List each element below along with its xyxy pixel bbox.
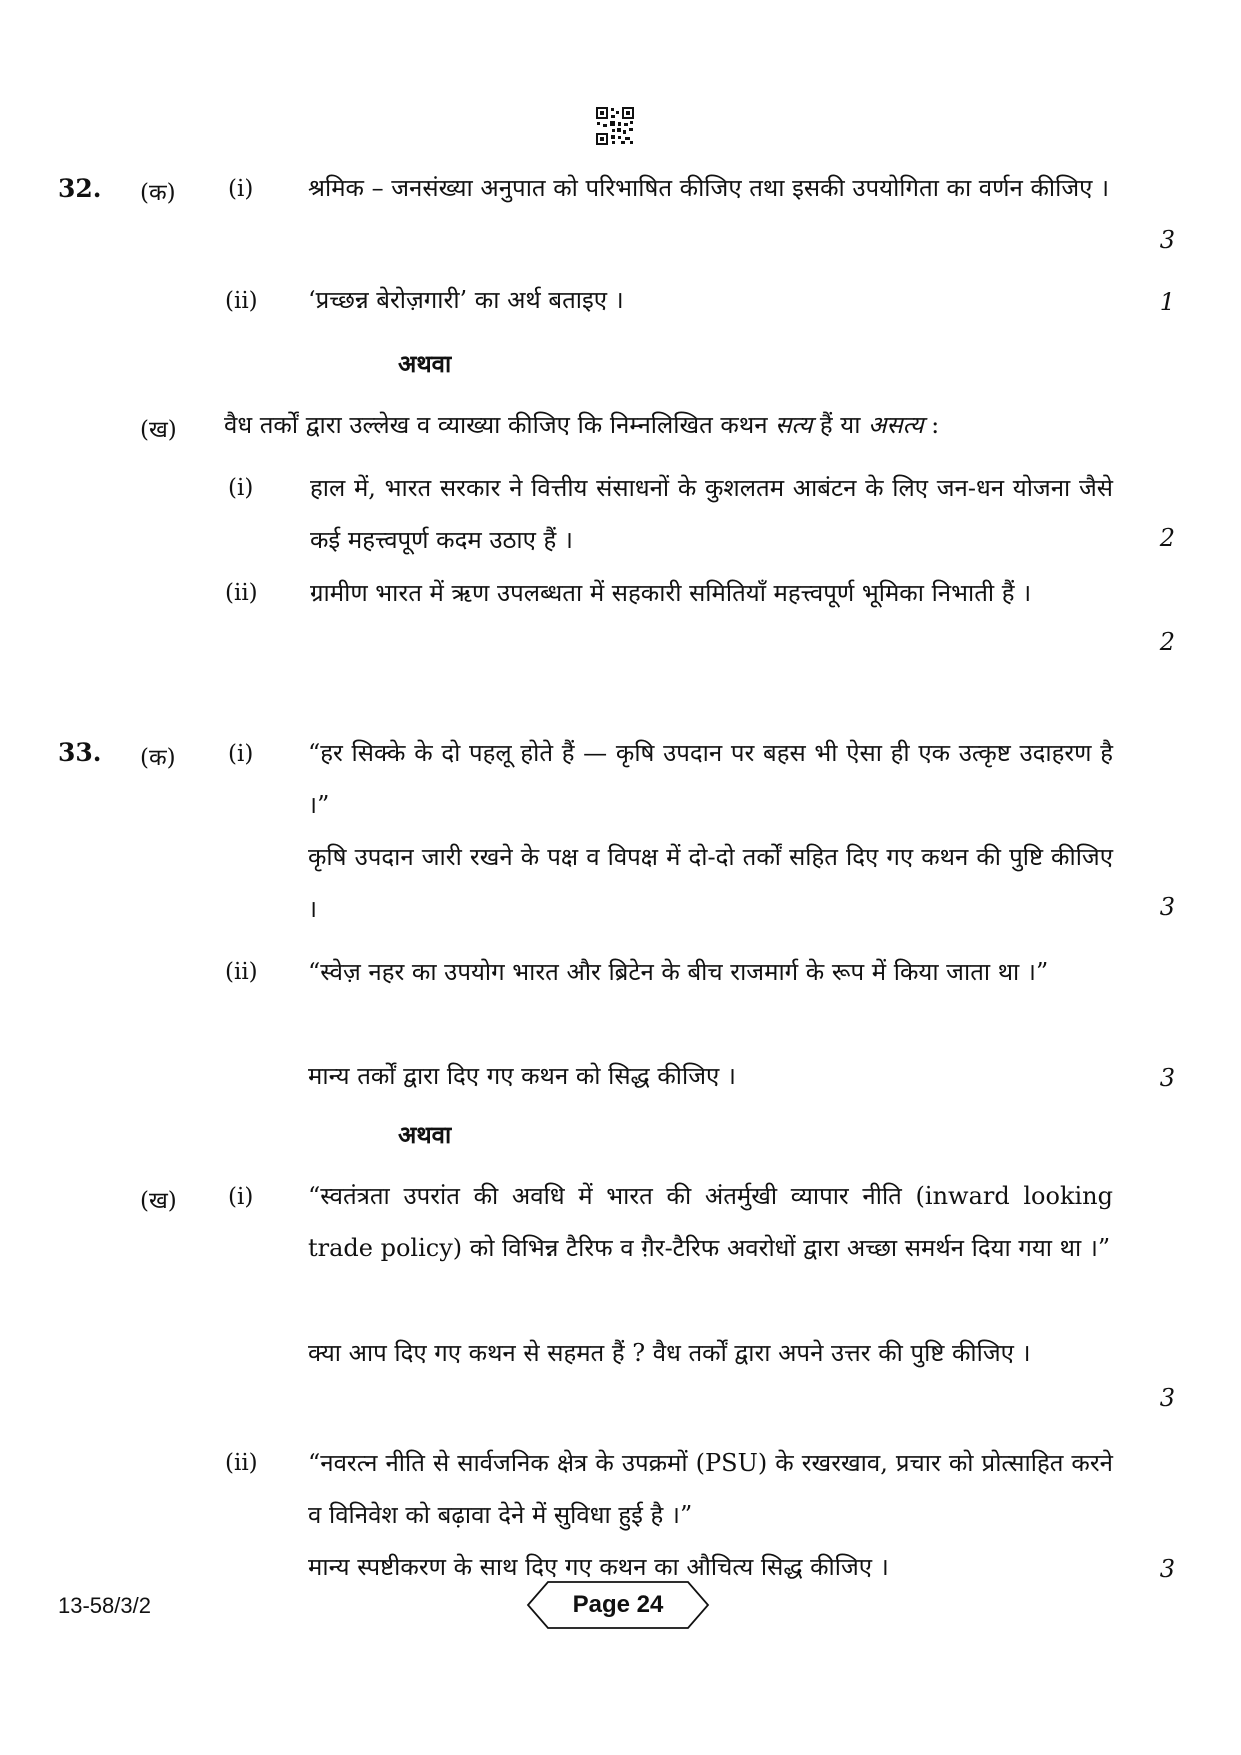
q32-part-a-label: (क)	[140, 180, 176, 206]
q32-b-intro-false: असत्य	[868, 411, 924, 439]
q33-or-divider: अथवा	[398, 1120, 452, 1149]
q32-b-intro-end: :	[931, 411, 940, 439]
qr-code-icon	[595, 106, 635, 146]
q33-a-i-marks: 3	[1159, 893, 1175, 921]
q32-b-intro-pre: वैध तर्कों द्वारा उल्लेख व व्याख्या कीजिए कि निम्नलिखित कथन	[224, 411, 768, 439]
q32-a-i-label: (i)	[228, 176, 254, 202]
q33-b-i-quote: “स्वतंत्रता उपरांत की अवधि में भारत की अंतर्मुखी व्यापार नीति (inward looking trade policy) को विभिन्न टैरिफ व ग़ैर-टैरिफ अवरोधों द्वारा अच्छा समर्थन दिया गया था ।”	[308, 1182, 1113, 1262]
question-number-32: 32.	[58, 174, 102, 203]
q33-a-i-text: कृषि उपदान जारी रखने के पक्ष व विपक्ष में दो-दो तर्कों सहित दिए गए कथन की पुष्टि कीजिए ।	[308, 843, 1113, 923]
question-number-33: 33.	[58, 738, 102, 767]
q33-a-ii-text: मान्य तर्कों द्वारा दिए गए कथन को सिद्ध कीजिए ।	[308, 1062, 737, 1090]
q33-b-i-marks: 3	[1159, 1384, 1175, 1412]
page-number-badge	[526, 1580, 710, 1630]
q32-part-b-label: (ख)	[140, 417, 177, 443]
page-number: Page 24	[572, 1591, 664, 1618]
q33-part-b-label: (ख)	[140, 1188, 177, 1214]
q32-b-ii-label: (ii)	[225, 580, 258, 606]
q32-b-ii-marks: 2	[1159, 628, 1175, 656]
q32-b-intro	[224, 399, 1124, 451]
q32-a-i-marks: 3	[1159, 226, 1175, 254]
q33-a-ii-label: (ii)	[225, 959, 258, 985]
q32-b-i-text: हाल में, भारत सरकार ने वित्तीय संसाधनों के कुशलतम आबंटन के लिए जन-धन योजना जैसे कई महत्त्वपूर्ण कदम उठाए हैं ।	[310, 474, 1113, 554]
q33-a-i-label: (i)	[228, 741, 254, 767]
q33-a-ii-quote: “स्वेज़ नहर का उपयोग भारत और ब्रिटेन के बीच राजमार्ग के रूप में किया जाता था ।”	[308, 958, 1049, 986]
q32-b-intro-mid: हैं या	[819, 411, 861, 439]
q33-b-ii-label: (ii)	[225, 1450, 258, 1476]
q33-b-ii-marks: 3	[1159, 1555, 1175, 1583]
q32-a-ii-text: ‘प्रच्छन्न बेरोज़गारी’ का अर्थ बताइए ।	[308, 286, 624, 314]
q33-a-i-quote: “हर सिक्के के दो पहलू होते हैं — कृषि उपदान पर बहस भी ऐसा ही एक उत्कृष्ट उदाहरण है ।”	[308, 739, 1113, 819]
q32-or-divider: अथवा	[398, 349, 452, 378]
q33-b-i-label: (i)	[228, 1184, 254, 1210]
q33-a-ii-marks: 3	[1159, 1064, 1175, 1092]
q32-b-intro-true: सत्य	[775, 411, 813, 439]
q33-part-a-label: (क)	[140, 745, 176, 771]
paper-code: 13-58/3/2	[58, 1593, 151, 1618]
q32-b-i-marks: 2	[1159, 524, 1175, 552]
q33-b-ii-text: मान्य स्पष्टीकरण के साथ दिए गए कथन का औचित्य सिद्ध कीजिए ।	[308, 1553, 889, 1581]
q32-a-i-text: श्रमिक – जनसंख्या अनुपात को परिभाषित कीजिए तथा इसकी उपयोगिता का वर्णन कीजिए ।	[308, 174, 1110, 202]
q32-b-i-label: (i)	[228, 475, 254, 501]
q32-b-ii-text: ग्रामीण भारत में ऋण उपलब्धता में सहकारी समितियाँ महत्त्वपूर्ण भूमिका निभाती हैं ।	[310, 579, 1032, 607]
q32-a-ii-marks: 1	[1159, 288, 1175, 316]
q33-b-i-text: क्या आप दिए गए कथन से सहमत हैं ? वैध तर्कों द्वारा अपने उत्तर की पुष्टि कीजिए ।	[308, 1339, 1031, 1367]
q33-b-ii-quote: “नवरत्न नीति से सार्वजनिक क्षेत्र के उपक्रमों (PSU) के रखरखाव, प्रचार को प्रोत्साहित करने व विनिवेश को बढ़ावा देने में सुविधा हुई है ।”	[308, 1449, 1113, 1529]
q32-a-ii-label: (ii)	[225, 288, 258, 314]
